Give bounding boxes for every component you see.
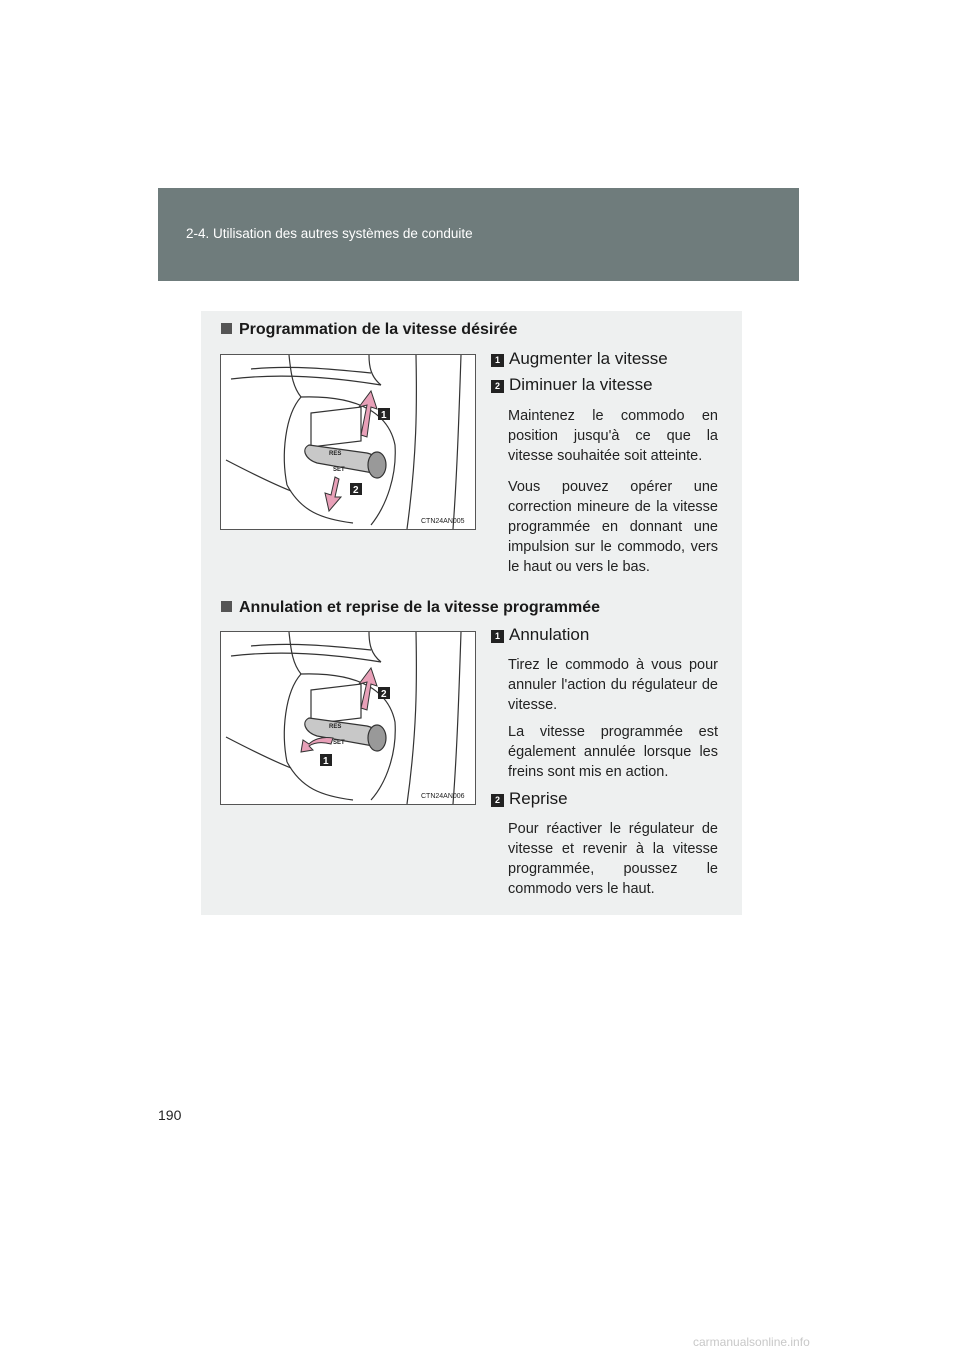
callout-2-label: 2 [353, 485, 359, 496]
paragraph: La vitesse programmée est également annulée lorsque les freins sont mis en action. [508, 724, 718, 780]
res-label: RES [329, 451, 342, 457]
figure-lever-cancel [220, 631, 476, 805]
paragraph: Vous pouvez opérer une correction mineure de la vitesse programmée en donnant une impulsion sur le commodo, vers le haut ou vers le bas. [508, 479, 718, 575]
section-header-title: 2-4. Utilisation des autres systèmes de conduite [186, 226, 473, 241]
section-header [158, 188, 799, 281]
cruise-lever-illustration [221, 632, 475, 804]
figure-code: CTN24AN006 [421, 793, 465, 800]
content-panel [201, 311, 742, 915]
section-title-programmation: Programmation de la vitesse désirée [221, 321, 517, 339]
list-item-augmenter: 1 Augmenter la vitesse [491, 349, 668, 369]
paragraph: Tirez le commodo à vous pour annuler l'action du régulateur de vitesse. [508, 657, 718, 713]
arrow-up-icon [359, 391, 377, 437]
paragraph: Pour réactiver le régulateur de vitesse et revenir à la vitesse programmée, poussez le commodo vers le haut. [508, 821, 718, 897]
number-badge: 1 [491, 630, 504, 643]
list-item-reprise: 2 Reprise [491, 789, 568, 809]
callout-1-label: 1 [323, 756, 329, 767]
set-label: SET [333, 740, 345, 746]
figure-code: CTN24AN005 [421, 518, 465, 525]
number-badge: 2 [491, 380, 504, 393]
list-item-diminuer: 2 Diminuer la vitesse [491, 375, 653, 395]
page-number: 190 [158, 1107, 182, 1123]
bullet-square-icon [221, 323, 232, 334]
watermark: carmanualsonline.info [693, 1335, 810, 1349]
number-badge: 2 [491, 794, 504, 807]
list-item-annulation: 1 Annulation [491, 625, 589, 645]
callout-2-label: 2 [381, 689, 387, 700]
callout-1-label: 1 [381, 410, 387, 421]
res-label: RES [329, 724, 342, 730]
set-label: SET [333, 467, 345, 473]
figure-lever-speed [220, 354, 476, 530]
cruise-lever-illustration [221, 355, 475, 529]
arrow-down-icon [325, 477, 341, 511]
number-badge: 1 [491, 354, 504, 367]
bullet-square-icon [221, 601, 232, 612]
arrow-pull-icon [301, 737, 333, 752]
paragraph: Maintenez le commodo en position jusqu'à ce que la vitesse souhaitée soit atteinte. [508, 408, 718, 464]
arrow-up-icon [359, 668, 377, 710]
section-title-annulation: Annulation et reprise de la vitesse programmée [221, 599, 600, 617]
